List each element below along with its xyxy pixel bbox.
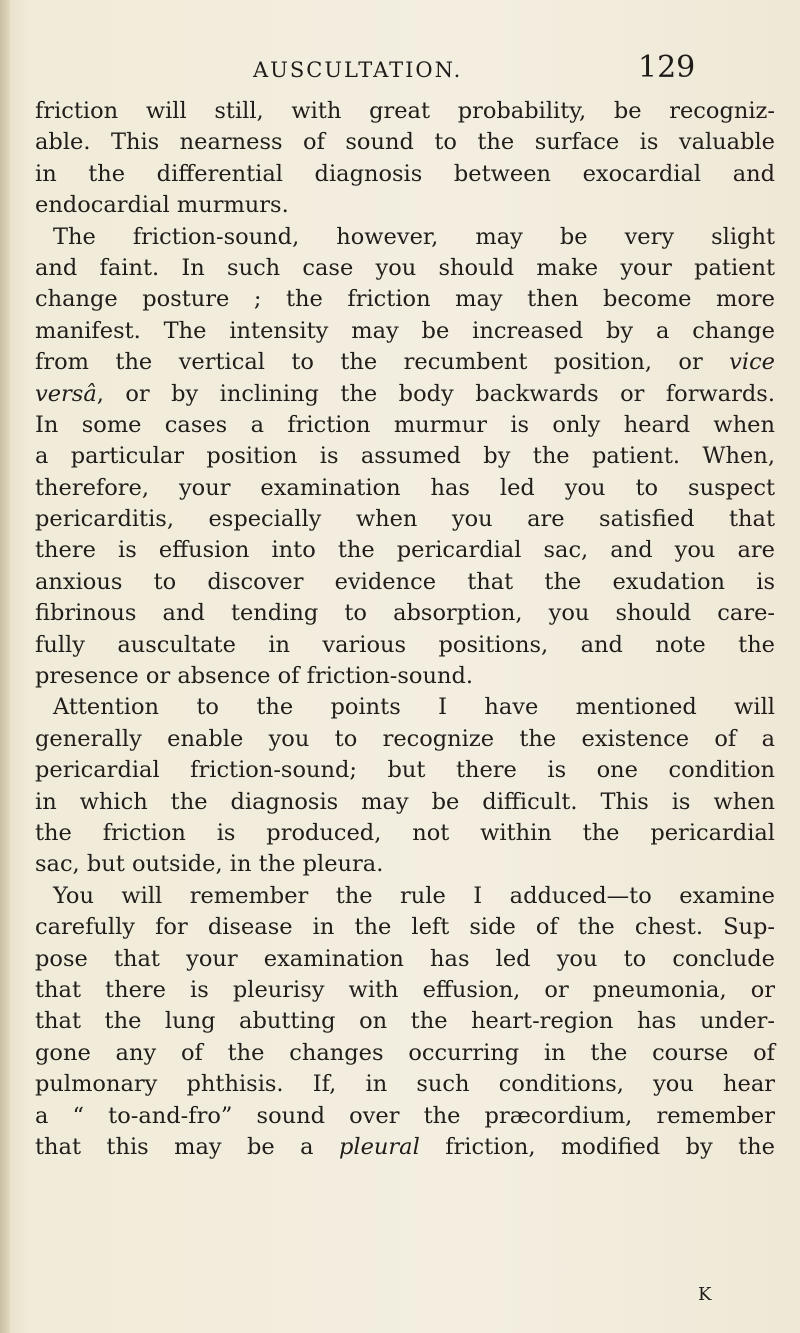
- text-line: endocardial murmurs.: [35, 192, 289, 219]
- text-line: therefore, your examination has led you to suspect: [35, 474, 775, 501]
- body-text: [35, 96, 775, 1163]
- text-line: able. This nearness of sound to the surface is valuable: [35, 129, 775, 156]
- text-line: fibrinous and tending to absorption, you should care-: [35, 600, 775, 627]
- text-line: there is effusion into the pericardial sac, and you are: [35, 537, 775, 564]
- text-line: change posture ; the friction may then become more: [35, 286, 775, 313]
- text-line: friction will still, with great probability, be recogniz-: [35, 98, 775, 124]
- page-number: 129: [638, 50, 696, 85]
- text-line: presence or absence of friction-sound.: [35, 663, 474, 690]
- text-line: a “ to-and-fro” sound over the præcordium, remember: [35, 1102, 775, 1129]
- signature-mark: K: [698, 1284, 712, 1305]
- text-line: that the lung abutting on the heart-region has under-: [35, 1008, 775, 1035]
- text-line: from the vertical to the recumbent position, or vice: [35, 349, 775, 376]
- text-line: that this may be a pleural friction, modified by the: [35, 1133, 775, 1160]
- text-line: and faint. In such case you should make your patient: [35, 254, 775, 281]
- text-line: In some cases a friction murmur is only heard when: [35, 411, 775, 438]
- page-header: [0, 50, 800, 90]
- text-line: generally enable you to recognize the existence of a: [35, 725, 775, 752]
- text-line: pulmonary phthisis. If, in such conditions, you hear: [35, 1071, 775, 1098]
- text-line: Attention to the points I have mentioned will: [53, 694, 775, 721]
- text-line: fully auscultate in various positions, and note the: [35, 631, 775, 658]
- text-line: pose that your examination has led you to conclude: [35, 945, 775, 972]
- running-title: AUSCULTATION.: [253, 58, 463, 82]
- text-line: manifest. The intensity may be increased by a change: [35, 317, 775, 344]
- text-line: versâ, or by inclining the body backwards or forwards.: [35, 380, 775, 407]
- text-line: anxious to discover evidence that the exudation is: [35, 568, 775, 595]
- page-gutter-edge: [0, 0, 10, 1333]
- text-line: in the differential diagnosis between exocardial and: [35, 160, 775, 187]
- text-line: a particular position is assumed by the patient. When,: [35, 443, 775, 470]
- text-line: carefully for disease in the left side of the chest. Sup-: [35, 914, 775, 941]
- text-line: in which the diagnosis may be difficult. This is when: [35, 788, 775, 815]
- text-line: sac, but outside, in the pleura.: [35, 851, 384, 878]
- text-line: pericarditis, especially when you are satisfied that: [35, 506, 775, 533]
- text-line: the friction is produced, not within the pericardial: [35, 819, 775, 846]
- text-line: You will remember the rule I adduced—to examine: [53, 882, 775, 909]
- text-line: gone any of the changes occurring in the course of: [35, 1039, 775, 1066]
- text-line: The friction-sound, however, may be very slight: [53, 223, 775, 250]
- text-line: that there is pleurisy with effusion, or pneumonia, or: [35, 976, 775, 1003]
- text-line: pericardial friction-sound; but there is one condition: [35, 757, 775, 784]
